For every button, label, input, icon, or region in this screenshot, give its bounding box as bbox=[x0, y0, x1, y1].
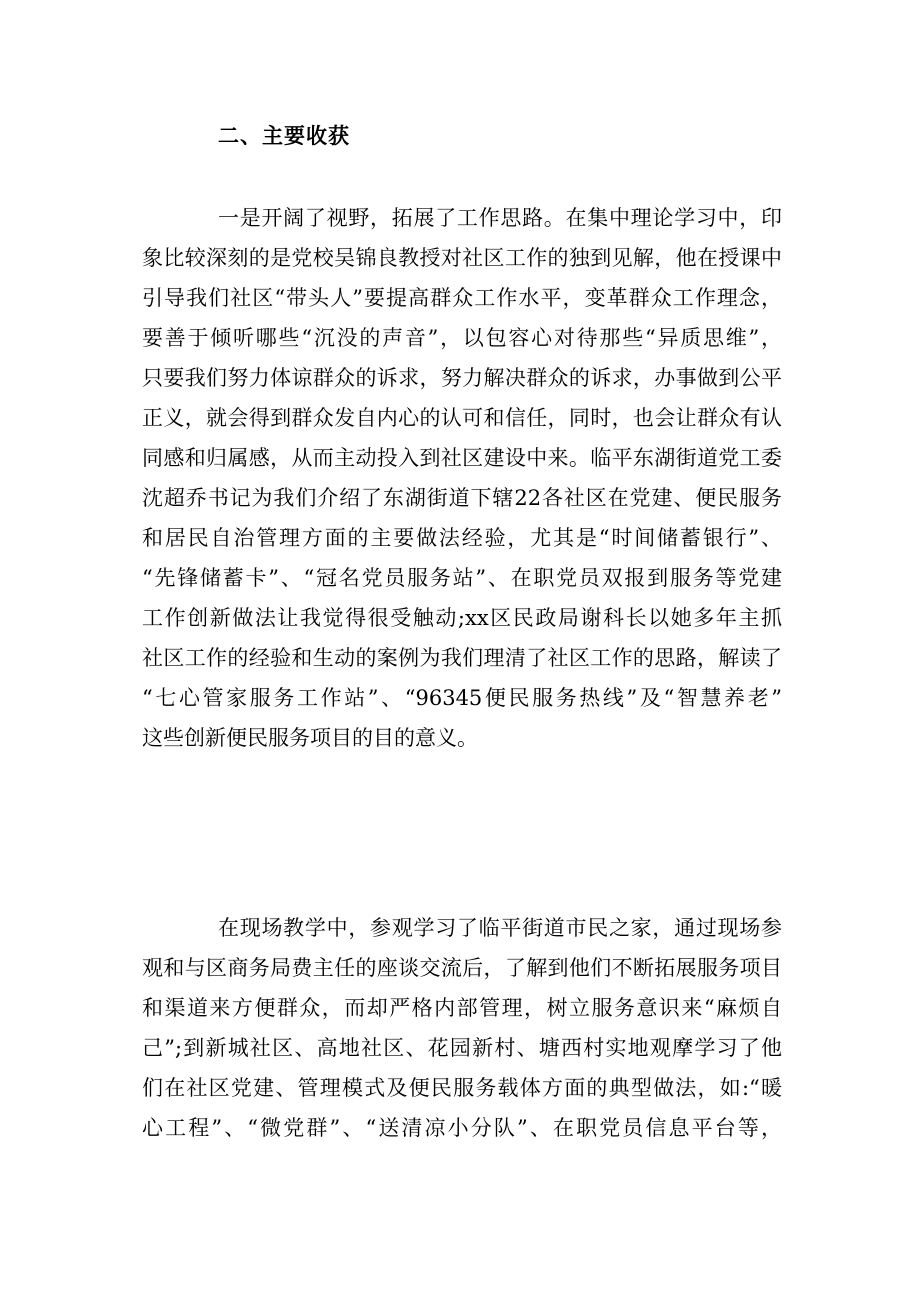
paragraph-line: 正义，就会得到群众发自内心的认可和信任，同时，也会让群众有认 bbox=[142, 406, 782, 430]
paragraph-line: 己”;到新城社区、高地社区、花园新村、塘西村实地观摩学习了他 bbox=[142, 1036, 782, 1060]
paragraph-line: 只要我们努力体谅群众的诉求，努力解决群众的诉求，办事做到公平 bbox=[142, 366, 782, 390]
paragraph-line: 社区工作的经验和生动的案例为我们理清了社区工作的思路，解读了 bbox=[142, 646, 782, 670]
paragraph-line: “七心管家服务工作站”、“96345便民服务热线”及“智慧养老” bbox=[142, 686, 782, 710]
paragraph-line: 象比较深刻的是党校吴锦良教授对社区工作的独到见解，他在授课中 bbox=[142, 246, 782, 270]
paragraph-line: 一是开阔了视野，拓展了工作思路。在集中理论学习中，印 bbox=[218, 206, 782, 230]
paragraph-line: 观和与区商务局费主任的座谈交流后，了解到他们不断拓展服务项目 bbox=[142, 956, 782, 980]
paragraph-line: 们在社区党建、管理模式及便民服务载体方面的典型做法，如:“暖 bbox=[142, 1076, 782, 1100]
paragraph-line: 在现场教学中，参观学习了临平街道市民之家，通过现场参 bbox=[218, 916, 782, 940]
paragraph-line: 心工程”、“微党群”、“送清凉小分队”、在职党员信息平台等， bbox=[142, 1116, 782, 1140]
paragraph-line: 和渠道来方便群众，而却严格内部管理，树立服务意识来“麻烦自 bbox=[142, 996, 782, 1020]
paragraph-line: 和居民自治管理方面的主要做法经验，尤其是“时间储蓄银行”、 bbox=[142, 526, 782, 550]
paragraph-2 bbox=[142, 908, 782, 1148]
paragraph-line: 要善于倾听哪些“沉没的声音”，以包容心对待那些“异质思维”， bbox=[142, 326, 782, 350]
section-heading: 二、主要收获 bbox=[218, 123, 350, 148]
paragraph-line: 引导我们社区“带头人”要提高群众工作水平，变革群众工作理念， bbox=[142, 286, 782, 310]
paragraph-line: 工作创新做法让我觉得很受触动;xx区民政局谢科长以她多年主抓 bbox=[142, 606, 782, 630]
paragraph-line: 这些创新便民服务项目的目的意义。 bbox=[142, 726, 478, 750]
paragraph-1 bbox=[142, 198, 782, 758]
paragraph-line: 同感和归属感，从而主动投入到社区建设中来。临平东湖街道党工委 bbox=[142, 446, 782, 470]
paragraph-line: 沈超乔书记为我们介绍了东湖街道下辖22各社区在党建、便民服务 bbox=[142, 486, 782, 510]
paragraph-line: “先锋储蓄卡”、“冠名党员服务站”、在职党员双报到服务等党建 bbox=[142, 566, 782, 590]
